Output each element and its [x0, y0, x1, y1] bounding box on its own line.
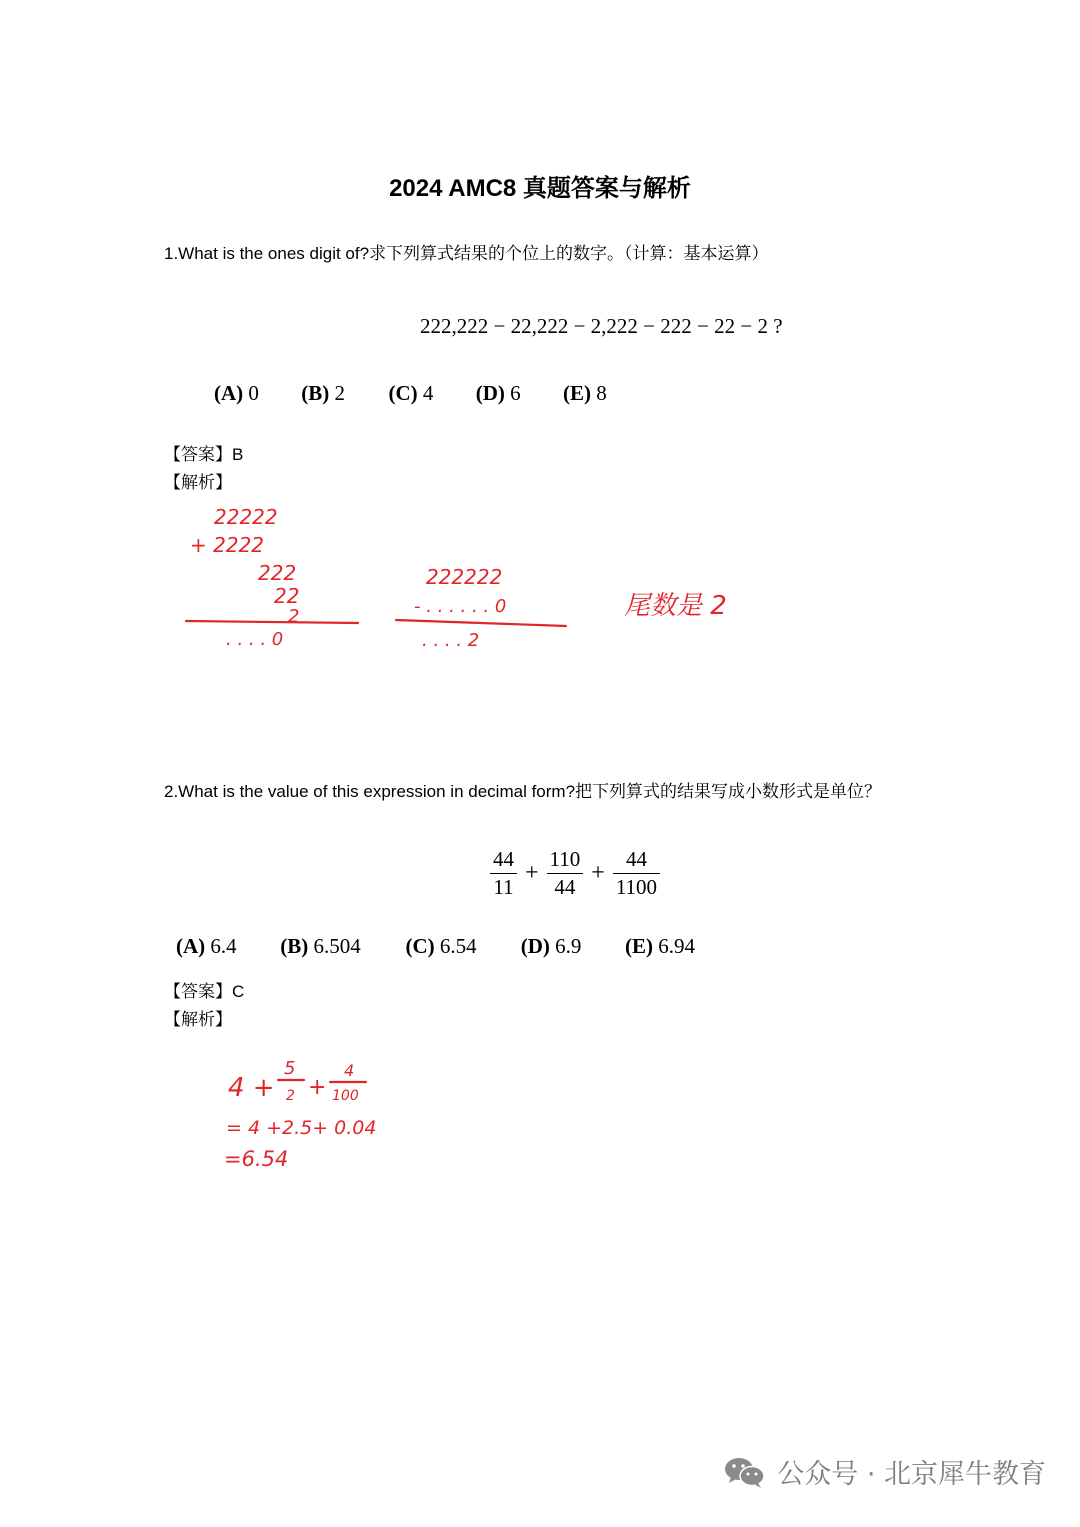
question-2-choices [176, 934, 695, 959]
plus-sign: + [525, 860, 539, 886]
question-1-expression: 222,222 − 22,222 − 2,222 − 222 − 22 − 2 ? [420, 314, 783, 338]
question-1-prompt-cn: 求下列算式结果的个位上的数字。（计算：基本运算） [369, 244, 769, 264]
question-2-prompt [164, 778, 924, 806]
hw-sub-line [396, 620, 566, 626]
question-2-expression [488, 846, 662, 901]
hw-line-2: = 4 +2.5+ 0.04 [226, 1117, 377, 1139]
hw-sum-row-3: 222 [258, 561, 297, 585]
hw-note: 尾数是 2 [624, 591, 727, 621]
choice-e: (E) 6.94 [625, 934, 695, 958]
footer-watermark [723, 1452, 1046, 1491]
question-1-prompt [164, 240, 924, 268]
hw-plus: + [308, 1075, 327, 1100]
hw-sum-row-4: 22 [274, 584, 300, 608]
hw-line-1-lead: 4 + [228, 1073, 275, 1103]
hw-sum-row-5: 2 [288, 606, 300, 627]
choice-a: (A) 0 [214, 381, 259, 405]
question-2-prompt-cn: 把下列算式的结果写成小数形式是单位？ [575, 782, 882, 802]
fraction-2: $\frac{110}{44}$ [547, 846, 584, 901]
question-2-handwritten-work [220, 1048, 420, 1178]
answer-value: B [232, 445, 244, 464]
wechat-icon [723, 1455, 767, 1489]
choice-d: (D) 6 [475, 381, 521, 405]
hw-frac-1-den: 2 [286, 1088, 295, 1104]
question-2-answer: 【答案】C [164, 982, 245, 1002]
page-title: 2024 AMC8 真题答案与解析 [389, 175, 691, 202]
hw-sum-result: . . . . 0 [226, 629, 284, 650]
question-1-answer: 【答案】B [164, 445, 244, 465]
hw-frac-2-num: 4 [344, 1061, 355, 1080]
hw-sub-row-1: 222222 [426, 565, 503, 589]
footer-text: 公众号 · 北京犀牛教育 [777, 1459, 1046, 1490]
hw-sum-row-1: 22222 [214, 505, 278, 529]
choice-d: (D) 6.9 [520, 934, 582, 958]
fraction-3: $\frac{44}{1100}$ [613, 846, 660, 901]
fraction-1: $\frac{44}{11}$ [490, 846, 517, 901]
hw-frac-2-den: 100 [332, 1088, 359, 1104]
hw-sum-row-2: + 2222 [190, 533, 265, 557]
question-1-analysis-label: 【解析】 [164, 473, 232, 493]
hw-sum-line [186, 621, 358, 623]
choice-e: (E) 8 [563, 381, 607, 405]
hw-line-3: =6.54 [224, 1147, 289, 1171]
question-2-analysis-label: 【解析】 [164, 1010, 232, 1030]
question-1-choices [214, 381, 607, 406]
answer-value: C [232, 982, 245, 1001]
question-1-prompt-en: 1.What is the ones digit of? [164, 244, 370, 263]
choice-c: (C) 4 [388, 381, 434, 405]
choice-a: (A) 6.4 [176, 934, 237, 958]
hw-frac-1-num: 5 [284, 1058, 296, 1079]
hw-sub-result: . . . . 2 [422, 630, 480, 651]
choice-b: (B) 2 [301, 381, 345, 405]
hw-sub-row-2: - . . . . . . 0 [414, 596, 507, 617]
choice-b: (B) 6.504 [280, 934, 361, 958]
question-1-handwritten-work [170, 500, 770, 670]
plus-sign: + [591, 860, 605, 886]
choice-c: (C) 6.54 [405, 934, 477, 958]
question-2-prompt-en: 2.What is the value of this expression in decimal form? [164, 782, 576, 801]
